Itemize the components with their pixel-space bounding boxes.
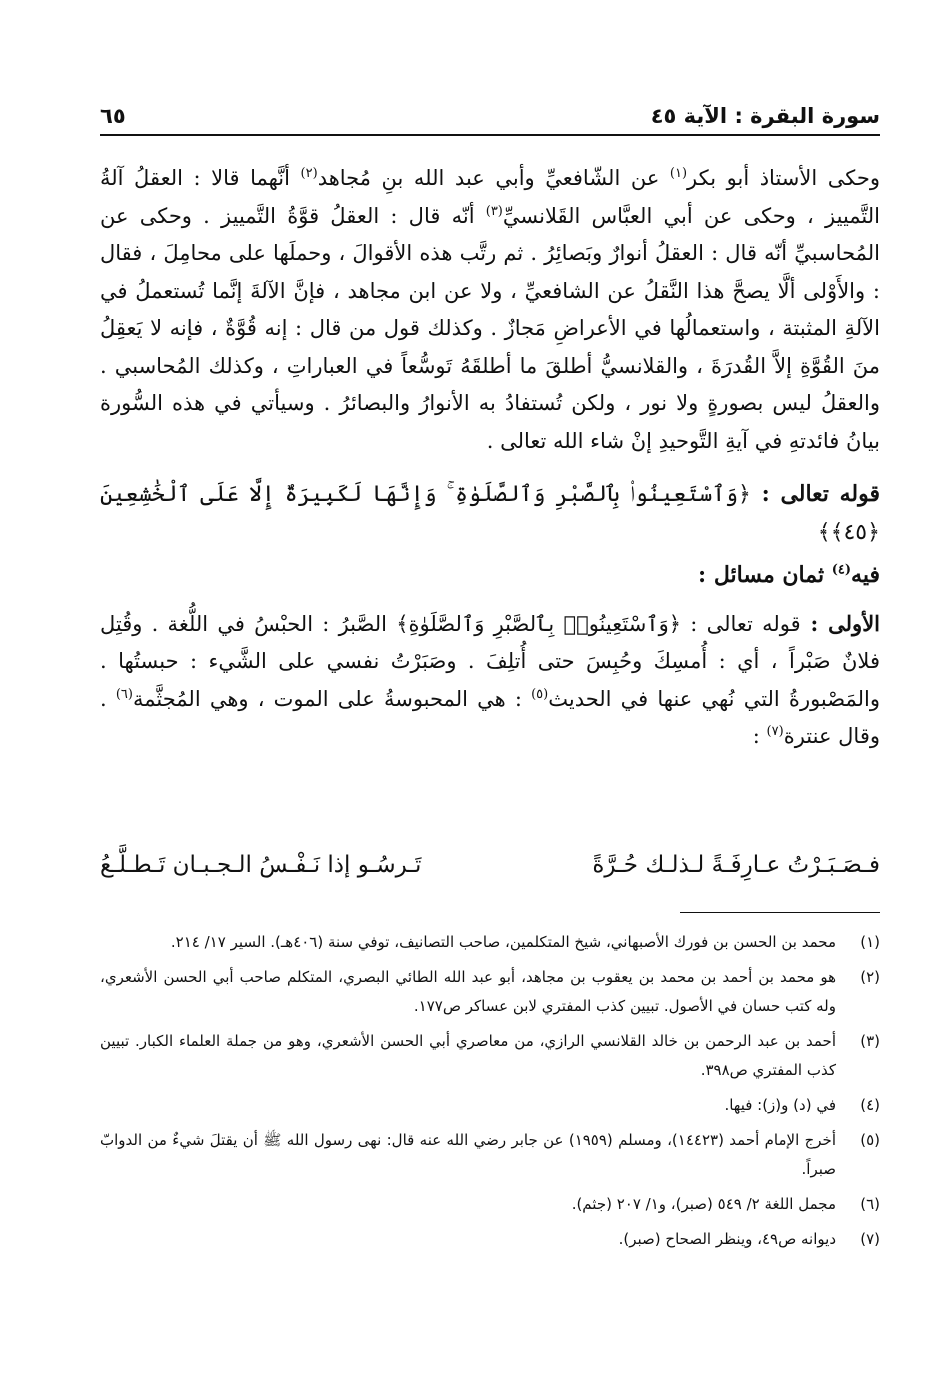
text-run: وحكى الأستاذ أبو بكر [687, 166, 880, 190]
main-text [100, 160, 880, 756]
footnote-separator [680, 912, 880, 913]
footnote-item [100, 1027, 880, 1085]
footnote-text: مجمل اللغة ٢/ ٥٤٩ (صبر)، و١/ ٢٠٧ (جثم). [571, 1195, 836, 1213]
footnote-ref-1[interactable]: (١) [669, 166, 688, 181]
verse-lead: قوله تعالى : [750, 481, 880, 507]
footnote-ref-7[interactable]: (٧) [766, 724, 784, 739]
heading-text: ثمان مسائل : [698, 562, 832, 588]
footnote-number: (٢) [860, 968, 880, 986]
text-run: أنّه قال : العقلُ قوَّةُ التَّمييز . وحكى عن المُحاسبيِّ أنّه قال : العقلُ أنوارٌ وبَصائِرُ . ثم رتَّب هذه الأقوالَ ، وحملَها على محامِلَ ، فقال : والأَوْلى ألَّا يصحَّ هذا النَّقلُ عن الشافعيِّ ، ولا عن ابن مجاهد ، فإنَّ الآلةَ إنَّما تُستعملُ في الآلةِ المثبتة ، واستعمالُها في الأعراضِ مَجازٌ . وكذلك قول من قال : إنه قُوَّةٌ ، فإنه لا يَعقِلُ منَ القُوَّةِ إلاَّ القُدرَةَ ، والقلانسيُّ أطلقَ ما أطلقَهُ تَوسُّعاً في العباراتِ ، وكذلك المُحاسبي . والعقلُ ليس بصورةٍ ولا نور ، ولكن تُستفادُ به الأنوارُ والبصائرُ . وسيأتي في هذه السُّورة بيانُ فائدتهِ في آيةِ التَّوحيدِ إنْ شاء الله تعالى . [100, 203, 880, 453]
footnote-text: هو محمد بن أحمد بن محمد بن يعقوب بن مجاهد، أبو عبد الله الطائي البصري، المتكلم صاحب أبي الحسن الأشعري، وله كتب حسان في الأصول. تبيين كذب المفتري لابن عساكر ص١٧٧. [100, 968, 836, 1015]
text-run: : هي المحبوسةُ على الموت ، وهي المُجثَّمة [132, 686, 532, 711]
footnote-item [100, 1190, 880, 1219]
footnotes [100, 928, 880, 1260]
page-number: ٦٥ [100, 104, 126, 128]
poem-first-hemistich: فـصَـبَـرْتُ عـارِفَـةً لـذلـك حُـرَّةً [592, 852, 880, 878]
text-run: أنَّهما قالا : العقلُ آلةُ التَّمييز ، وحكى عن أبي العبَّاس القَلانسيِّ [100, 166, 880, 228]
footnote-item [100, 1126, 880, 1184]
footnote-ref-2[interactable]: (٢) [300, 166, 318, 181]
quran-verse: ﴿وَٱسْتَعِينُوا۟ بِٱلصَّبْرِ وَٱلصَّلَوٰةِ ۚ وَإِنَّهَا لَكَبِيرَةٌ إِلَّا عَلَى ٱلْخَٰشِعِينَ ﴿٤٥﴾﴾ [100, 482, 880, 545]
footnote-item [100, 963, 880, 1021]
footnote-item [100, 1225, 880, 1254]
footnote-ref-4[interactable]: (٤) [831, 562, 852, 578]
footnote-number: (١) [860, 933, 880, 951]
footnote-text: أخرج الإمام أحمد (١٤٤٢٣)، ومسلم (١٩٥٩) عن جابر رضي الله عنه قال: نهى رسول الله ﷺ أن يقتلَ شيءٌ من الدوابّ صبراً. [100, 1131, 836, 1178]
footnote-ref-5[interactable]: (٥) [531, 686, 549, 702]
text-run: الصَّبرُ : الحبْسُ في اللُّغة . وقُتِل فلانٌ صَبْراً ، أي : أُمسِكَ وحُبِسَ حتى أُتلِفَ . وصَبَرْتُ نفسي على الشَّيء : حبستُها . والمَصْبورةُ التي نُهي عنها في الحديث [100, 611, 880, 711]
footnote-number: (٥) [860, 1131, 880, 1149]
quran-quote: ﴿وَٱسْتَعِينُوا۟ بِٱلصَّبْرِ وَٱلصَّلَوٰةِ﴾ [396, 611, 682, 636]
footnote-item [100, 928, 880, 957]
issue-label: الأولى : [800, 610, 881, 636]
verse-line [100, 476, 880, 551]
section-heading [100, 557, 880, 595]
footnote-number: (٦) [860, 1195, 880, 1213]
footnote-item [100, 1091, 880, 1120]
footnote-text: محمد بن الحسن بن فورك الأصبهاني، شيخ المتكلمين، صاحب التصانيف، توفي سنة (٤٠٦هـ). السير ١٧/ ٢١٤. [170, 933, 836, 951]
text-run: . وقال عنترة [100, 686, 880, 748]
header-rule [100, 134, 880, 136]
paragraph-first-issue [100, 605, 880, 756]
footnote-ref-6[interactable]: (٦) [115, 686, 133, 702]
footnote-text: في (د) و(ز): فيها. [724, 1096, 836, 1114]
heading-text: فيه [851, 562, 880, 588]
footnote-number: (٧) [860, 1230, 880, 1248]
footnote-text: ديوانه ص٤٩، وينظر الصحاح (صبر). [618, 1230, 836, 1248]
text-run: : [752, 724, 767, 748]
poetry-verse [100, 852, 880, 878]
footnote-number: (٣) [860, 1032, 880, 1050]
footnote-number: (٤) [860, 1096, 880, 1114]
footnote-ref-3[interactable]: (٣) [485, 203, 503, 219]
paragraph-intro [100, 160, 880, 460]
text-run: قوله تعالى : [681, 611, 801, 636]
running-header [100, 88, 880, 128]
poem-second-hemistich: تَـرسُـو إذا نَـفْـسُ الـجـبـان تَـطـلَّـعُ [100, 852, 422, 878]
header-title: سورة البقرة : الآية ٤٥ [650, 104, 880, 128]
text-run: عن الشّافعيِّ وأبي عبد الله بنِ مُجاهد [317, 166, 670, 190]
footnote-text: أحمد بن عبد الرحمن بن خالد القلانسي الرازي، من معاصري أبي الحسن الأشعري، وهو من جملة العلماء الكبار. تبيين كذب المفتري ص٣٩٨. [100, 1032, 836, 1079]
